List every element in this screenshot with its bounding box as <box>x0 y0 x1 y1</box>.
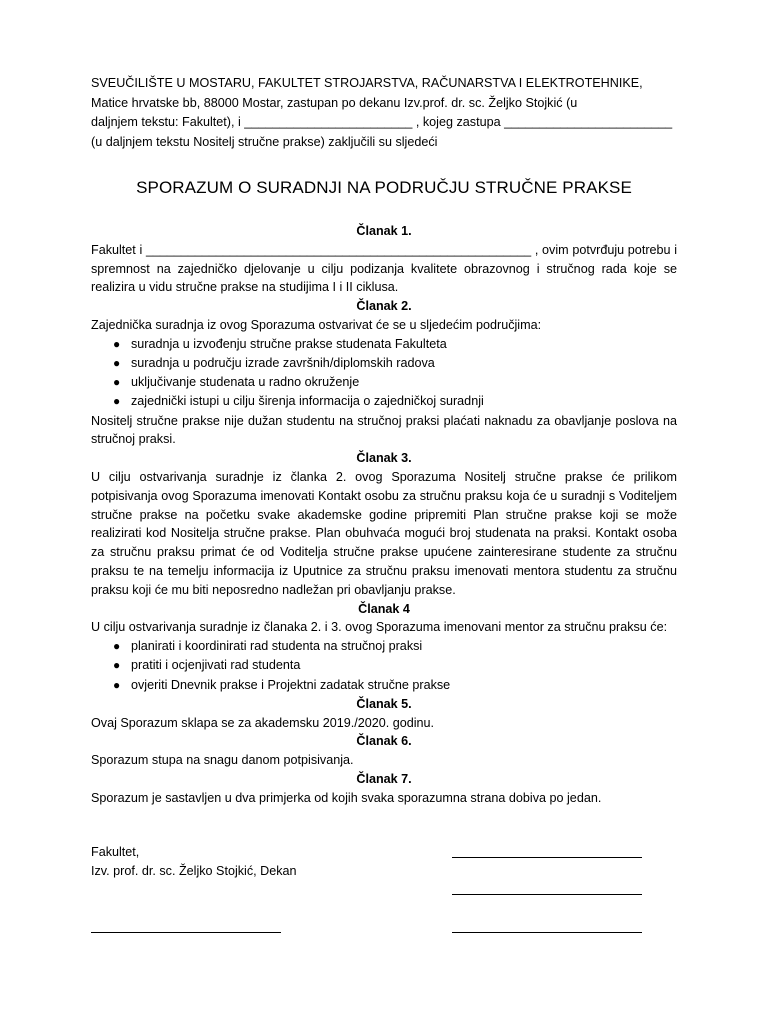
list-item: ● ovjeriti Dnevnik prakse i Projektni zadatak stručne prakse <box>111 676 677 695</box>
list-item: ● suradnja u području izrade završnih/diplomskih radova <box>111 354 677 373</box>
article-3-heading: Članak 3. <box>356 451 412 466</box>
document-body <box>91 222 677 808</box>
bullet-icon: ● <box>113 658 121 673</box>
article-2-closing: Nositelj stručne prakse nije dužan studentu na stručnoj praksi plaćati naknadu za obavljanje poslova na stručnoj praksi. <box>91 413 677 447</box>
article-2-heading: Članak 2. <box>356 299 412 314</box>
article-2-intro: Zajednička suradnja iz ovog Sporazuma ostvarivat će se u sljedećim područjima: <box>91 317 542 332</box>
intro-block <box>91 74 691 152</box>
intro-line-2: Matice hrvatske bb, 88000 Mostar, zastupan po dekanu Izv.prof. dr. sc. Željko Stojkić (u <box>91 95 578 110</box>
article-4-list <box>91 637 677 695</box>
bullet-icon: ● <box>113 375 121 390</box>
signature-line-partner-3 <box>452 932 642 933</box>
article-4-intro: U cilju ostvarivanja suradnje iz članaka 2. i 3. ovog Sporazuma imenovani mentor za stručnu praksu će: <box>91 620 668 635</box>
faculty-signature-label: Fakultet, <box>91 845 140 859</box>
document-title: SPORAZUM O SURADNJI NA PODRUČJU STRUČNE PRAKSE <box>136 178 632 197</box>
article-6-heading: Članak 6. <box>356 734 412 749</box>
bullet-icon: ● <box>113 336 121 351</box>
intro-line-4: (u daljnjem tekstu Nositelj stručne prakse) zaključili su sljedeći <box>91 134 438 149</box>
article-4-heading: Članak 4 <box>358 601 410 616</box>
article-1-heading: Članak 1. <box>356 224 412 238</box>
bullet-icon: ● <box>113 677 121 692</box>
article-3-text: U cilju ostvarivanja suradnje iz članka 2. ovog Sporazuma Nositelj stručne prakse će prilikom potpisivanja ovog Sporazuma imenovati Kontakt osobu za stručnu praksu koja će u suradnji s Voditeljem stručne prakse na početku svake akademske godine pripremiti Plan stručne prakse koji se može realizirati kod Nositelja stručne prakse. Plan obuhvaća mogući broj studenata na praksi. Kontakt osoba za stručnu praksu primat će od Voditelja stručne prakse upućene zainteresirane studente za stručnu praksu te na temelju informacija iz Uputnice za stručnu praksu imenovati mentora studentu za stručnu praksu koji će mu biti neposredno nadležan pri obavljanju prakse. <box>91 469 677 597</box>
list-item: ● uključivanje studenata u radno okruženje <box>111 373 677 392</box>
list-item: ● planirati i koordinirati rad studenta na stručnoj praksi <box>111 637 677 656</box>
bullet-icon: ● <box>113 639 121 654</box>
intro-line-3: daljnjem tekstu: Fakultet), i ________________________ , kojeg zastupa ________________________ <box>91 115 673 130</box>
article-7-text: Sporazum je sastavljen u dva primjerka od kojih svaka sporazumna strana dobiva po jedan. <box>91 790 602 805</box>
article-5-text: Ovaj Sporazum sklapa se za akademsku 2019./2020. godinu. <box>91 715 435 730</box>
list-item: ● pratiti i ocjenjivati rad studenta <box>111 656 677 675</box>
faculty-signer-name: Izv. prof. dr. sc. Željko Stojkić, Dekan <box>91 864 297 878</box>
article-7-heading: Članak 7. <box>356 771 412 786</box>
article-1-text: Fakultet i _______________________________________________________ , ovim potvrđuju potrebu i spremnost na zajedničko djelovanje u cilju podizanja kvalitete obrazovnog i stručnog rada koje se realizira u vidu stručne prakse na studijima I i II ciklusa. <box>91 242 677 295</box>
signature-line-partner-2 <box>452 894 642 895</box>
signature-line-partner-1 <box>452 857 642 858</box>
article-2-list <box>91 335 677 412</box>
intro-line-1: SVEUČILIŠTE U MOSTARU, FAKULTET STROJARSTVA, RAČUNARSTVA I ELEKTROTEHNIKE, <box>91 76 643 90</box>
article-6-text: Sporazum stupa na snagu danom potpisivanja. <box>91 753 354 768</box>
list-item: ● zajednički istupi u cilju širenja informacija o zajedničkoj suradnji <box>111 392 677 411</box>
article-5-heading: Članak 5. <box>356 696 412 711</box>
bullet-icon: ● <box>113 394 121 409</box>
bullet-icon: ● <box>113 355 121 370</box>
signature-line-faculty <box>91 932 281 933</box>
list-item: ● suradnja u izvođenju stručne prakse studenata Fakulteta <box>111 335 677 354</box>
